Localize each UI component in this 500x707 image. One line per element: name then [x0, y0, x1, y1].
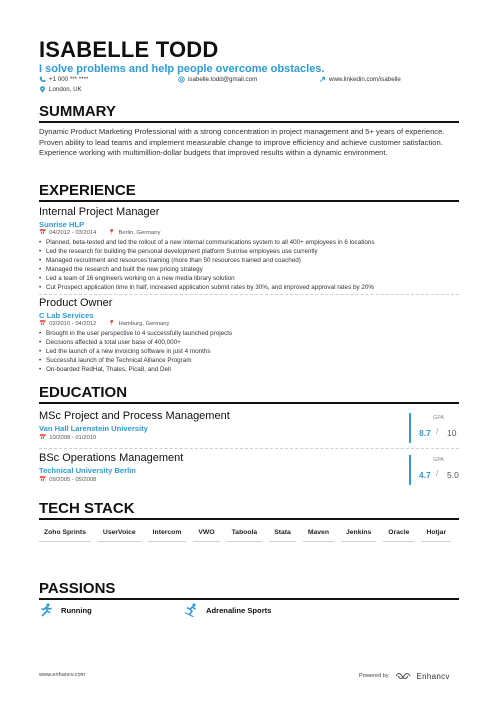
list-item: • Planned, beta-tested and led the rollout of a new internal communications system to all 400+ employees in 6 locations — [39, 239, 459, 248]
tech-tag: VWO — [193, 525, 219, 542]
contact-email[interactable] — [178, 76, 257, 83]
summary-divider — [39, 121, 459, 123]
phone-text: +1 000 *** **** — [49, 76, 89, 83]
footer-branding[interactable] — [359, 671, 450, 681]
education-heading: EDUCATION — [39, 384, 128, 401]
education-dates: 10/2008 - 01/2010 — [49, 435, 97, 441]
enhancv-logo-icon — [395, 671, 411, 681]
contact-linkedin[interactable] — [319, 76, 401, 83]
phone-icon — [39, 76, 46, 83]
school-name: Van Hall Larenstein University — [39, 424, 148, 433]
link-icon — [319, 76, 326, 83]
list-item: • Managed recruitment and resources training (more than 50 resources trained and coached) — [39, 257, 459, 266]
gpa-max: 10 — [447, 428, 457, 438]
list-item: • Managed the research and built the new pricing strategy — [39, 266, 459, 275]
tech-stack-tags — [39, 525, 459, 542]
passions-divider — [39, 598, 459, 600]
job-bullets — [39, 330, 459, 375]
gpa-value: 4.7 — [419, 470, 431, 480]
passion-label: Running — [61, 605, 92, 615]
job-dates: 04/2012 - 03/2014 — [49, 230, 97, 236]
job-location: Berlin, Germany — [118, 230, 161, 236]
location-pin-icon: 📍 — [108, 321, 116, 327]
passions-heading: PASSIONS — [39, 580, 116, 597]
job-company: C Lab Services — [39, 311, 94, 320]
list-item: • Brought in the user perspective to 4 successfully launched projects — [39, 330, 459, 339]
job-bullets — [39, 239, 459, 292]
passion-label: Adrenaline Sports — [206, 605, 272, 615]
gpa-separator: / — [436, 427, 439, 436]
calendar-icon: 📅 — [39, 477, 47, 483]
gpa-separator: / — [436, 469, 439, 478]
gpa-label: GPA — [433, 457, 444, 463]
job-title: Internal Project Manager — [39, 206, 160, 218]
experience-heading: EXPERIENCE — [39, 182, 136, 199]
calendar-icon: 📅 — [39, 435, 47, 441]
education-divider-dashed — [39, 448, 459, 449]
calendar-icon: 📅 — [39, 321, 47, 327]
passion-item-running — [39, 603, 92, 617]
tech-tag: Zoho Sprints — [39, 525, 91, 542]
passion-item-adrenaline — [184, 603, 271, 617]
tech-tag: Maven — [303, 525, 334, 542]
gpa-label: GPA — [433, 415, 444, 421]
list-item: • Led the research for building the personal development platform Sunrise employees use currently — [39, 248, 459, 257]
summary-heading: SUMMARY — [39, 103, 116, 120]
gpa-box — [409, 455, 464, 485]
education-divider — [39, 402, 459, 404]
location-text: London, UK — [49, 86, 82, 93]
contact-phone — [39, 76, 88, 83]
list-item: • Cut Prospect application time in half, increased application submit rates by 30%, and improved approval rates by 20% — [39, 284, 459, 293]
school-name: Technical University Berlin — [39, 466, 136, 475]
summary-text: Dynamic Product Marketing Professional with a strong concentration in project management and 5+ years of experience. Proven ability to lead teams and implement measurable change to improve efficiency and achieve customer satisfaction. Experience working with multimillion-dollar budgets that improved results within a dynamic environment. — [39, 127, 445, 158]
brand-name: Enhancv — [416, 671, 450, 681]
calendar-icon: 📅 — [39, 230, 47, 236]
resume-tagline: I solve problems and help people overcome obstacles. — [39, 63, 325, 75]
footer-website[interactable]: www.enhancv.com — [39, 672, 86, 678]
tech-tag: Oracle — [383, 525, 414, 542]
tech-tag: Jenkins — [341, 525, 376, 542]
contact-location — [39, 86, 82, 93]
job-dates: 02/2010 - 04/2012 — [49, 321, 97, 327]
job-title: Product Owner — [39, 297, 113, 309]
tech-tag: Taboola — [227, 525, 263, 542]
degree-title: MSc Project and Process Management — [39, 410, 230, 422]
tech-stack-divider — [39, 518, 459, 520]
at-icon — [178, 76, 185, 83]
job-divider — [39, 294, 459, 295]
resume-name: ISABELLE TODD — [39, 37, 219, 62]
education-dates: 09/2005 - 05/2008 — [49, 477, 97, 483]
tech-tag: Stata — [269, 525, 296, 542]
job-company: Sunrise HLP — [39, 220, 85, 229]
list-item: • On-boarded RedHat, Thales, Pica8, and Dell — [39, 366, 459, 375]
experience-divider — [39, 200, 459, 202]
linkedin-text: www.linkedin.com/isabelle — [329, 76, 401, 83]
gpa-value: 8.7 — [419, 428, 431, 438]
location-pin-icon — [39, 86, 46, 93]
list-item: • Successful launch of the Technical Alliance Program — [39, 357, 459, 366]
tech-stack-heading: TECH STACK — [39, 500, 135, 517]
tech-tag: Hotjar — [421, 525, 451, 542]
location-pin-icon: 📍 — [108, 230, 116, 236]
job-location: Hamburg, Germany — [118, 321, 170, 327]
email-text: isabelle.todd@gmail.com — [188, 76, 258, 83]
job-meta — [39, 321, 169, 327]
degree-title: BSc Operations Management — [39, 452, 184, 464]
tech-tag: Intercom — [148, 525, 187, 542]
gpa-box — [409, 413, 464, 443]
skiing-icon — [184, 603, 198, 617]
education-meta — [39, 435, 96, 441]
tech-tag: UserVoice — [98, 525, 141, 542]
running-icon — [39, 603, 53, 617]
powered-by-text: Powered by — [359, 673, 389, 679]
education-meta — [39, 477, 96, 483]
gpa-max: 5.0 — [447, 470, 459, 480]
list-item: • Decisions affected a total user base of 400,000+ — [39, 339, 459, 348]
list-item: • Led the launch of a new invoicing software in just 4 months — [39, 348, 459, 357]
job-meta — [39, 230, 160, 236]
list-item: • Led a team of 16 engineers working on a new media library solution — [39, 275, 459, 284]
